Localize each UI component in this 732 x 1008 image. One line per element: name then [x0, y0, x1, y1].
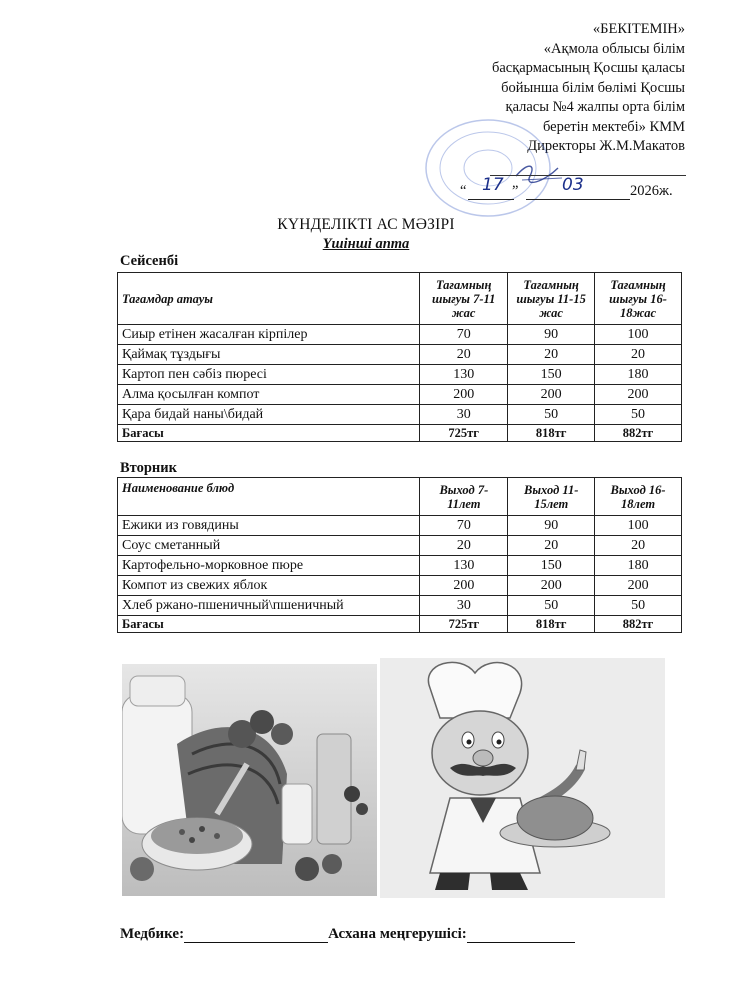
price-cell: 882тг: [595, 425, 682, 442]
dish-name: Хлеб ржано-пшеничный\пшеничный: [118, 596, 420, 616]
page-subtitle: Үшінші апта: [322, 236, 410, 252]
dish-name: Картоп пен сәбіз пюресі: [118, 365, 420, 385]
portion-cell: 20: [420, 345, 508, 365]
portion-cell: 200: [508, 576, 595, 596]
price-label: Бағасы: [118, 425, 420, 442]
approval-line: «БЕКІТЕМІН»: [592, 21, 685, 37]
price-cell: 818тг: [508, 425, 595, 442]
price-row: [118, 616, 682, 633]
portion-cell: 30: [420, 596, 508, 616]
portion-cell: 100: [595, 516, 682, 536]
header-cell: Наименование блюд: [118, 478, 420, 516]
table-row: [118, 365, 682, 385]
table-row: [118, 536, 682, 556]
nurse-signature-line: [184, 926, 328, 943]
portion-cell: 200: [595, 576, 682, 596]
date-year: 2026ж.: [630, 183, 673, 199]
header-cell: Тағамның шығуы 7-11 жас: [420, 273, 508, 325]
portion-cell: 70: [420, 325, 508, 345]
portion-cell: 50: [595, 405, 682, 425]
portion-cell: 90: [508, 516, 595, 536]
portion-cell: 20: [595, 536, 682, 556]
dish-name: Компот из свежих яблок: [118, 576, 420, 596]
portion-cell: 100: [595, 325, 682, 345]
dish-name: Қара бидай наны\бидай: [118, 405, 420, 425]
date-month: 03: [562, 175, 584, 195]
approval-date: [446, 175, 686, 203]
menu-table-kz: [117, 272, 682, 442]
portion-cell: 150: [508, 365, 595, 385]
portion-cell: 50: [595, 596, 682, 616]
portion-cell: 90: [508, 325, 595, 345]
portion-cell: 70: [420, 516, 508, 536]
portion-cell: 30: [420, 405, 508, 425]
portion-cell: 180: [595, 556, 682, 576]
portion-cell: 20: [508, 345, 595, 365]
portion-cell: 20: [508, 536, 595, 556]
price-cell: 818тг: [508, 616, 595, 633]
approval-line: «Ақмола облысы білім: [543, 40, 685, 57]
approval-line: бойынша білім бөлімі Қосшы: [501, 79, 685, 96]
date-open-quote: “: [460, 183, 467, 199]
dish-name: Соус сметанный: [118, 536, 420, 556]
nurse-label: Медбике:: [120, 926, 185, 942]
canteen-manager-label: Асхана меңгерушісі:: [328, 926, 467, 942]
dish-name: Ежики из говядины: [118, 516, 420, 536]
approval-line: беретін мектебі» КММ: [542, 118, 685, 135]
table-row: [118, 576, 682, 596]
header-cell: Выход 16-18лет: [595, 478, 682, 516]
portion-cell: 200: [595, 385, 682, 405]
table-row: [118, 385, 682, 405]
approval-line: қаласы №4 жалпы орта білім: [505, 99, 685, 115]
portion-cell: 130: [420, 365, 508, 385]
price-cell: 882тг: [595, 616, 682, 633]
director-line: Директоры Ж.М.Макатов: [527, 138, 685, 154]
portion-cell: 200: [420, 385, 508, 405]
table-row: [118, 405, 682, 425]
header-cell: Тағамның шығуы 16-18жас: [595, 273, 682, 325]
dish-name: Картофельно-морковное пюре: [118, 556, 420, 576]
date-month-underline: [526, 199, 630, 200]
portion-cell: 200: [420, 576, 508, 596]
canteen-signature-line: [467, 926, 575, 943]
table-row: [118, 556, 682, 576]
food-photo: [122, 664, 377, 896]
table-row: [118, 325, 682, 345]
portion-cell: 50: [508, 405, 595, 425]
table-row: [118, 345, 682, 365]
dish-name: Сиыр етінен жасалған кірпілер: [118, 325, 420, 345]
header-cell: Выход 11-15лет: [508, 478, 595, 516]
table-header-row: [118, 478, 682, 516]
table-row: [118, 516, 682, 536]
portion-cell: 20: [595, 345, 682, 365]
portion-cell: 180: [595, 365, 682, 385]
price-cell: 725тг: [420, 616, 508, 633]
school-stamp: [418, 118, 568, 228]
portion-cell: 130: [420, 556, 508, 576]
date-day-underline: [468, 199, 514, 200]
header-cell: Тағамның шығуы 11-15 жас: [508, 273, 595, 325]
page-title: КҮНДЕЛІКТІ АС МӘЗІРІ: [277, 216, 455, 233]
signature-row: [120, 926, 575, 943]
price-cell: 725тг: [420, 425, 508, 442]
portion-cell: 200: [508, 385, 595, 405]
portion-cell: 150: [508, 556, 595, 576]
header-cell: Тағамдар атауы: [118, 273, 420, 325]
signature-line: [490, 175, 686, 176]
portion-cell: 20: [420, 536, 508, 556]
approval-line: басқармасының Қосшы қаласы: [491, 60, 685, 76]
day-label-tuesday-ru: Вторник: [120, 460, 177, 476]
price-label: Бағасы: [118, 616, 420, 633]
header-cell: Выход 7-11лет: [420, 478, 508, 516]
dish-name: Алма қосылған компот: [118, 385, 420, 405]
date-close-quote: ”: [512, 183, 519, 199]
menu-table-ru: [117, 477, 682, 633]
day-label-tuesday-kz: Сейсенбі: [120, 253, 179, 269]
date-day: 17: [482, 175, 504, 195]
portion-cell: 50: [508, 596, 595, 616]
table-header-row: [118, 273, 682, 325]
chef-illustration: [380, 658, 665, 898]
table-row: [118, 596, 682, 616]
price-row: [118, 425, 682, 442]
dish-name: Қаймақ тұздығы: [118, 345, 420, 365]
